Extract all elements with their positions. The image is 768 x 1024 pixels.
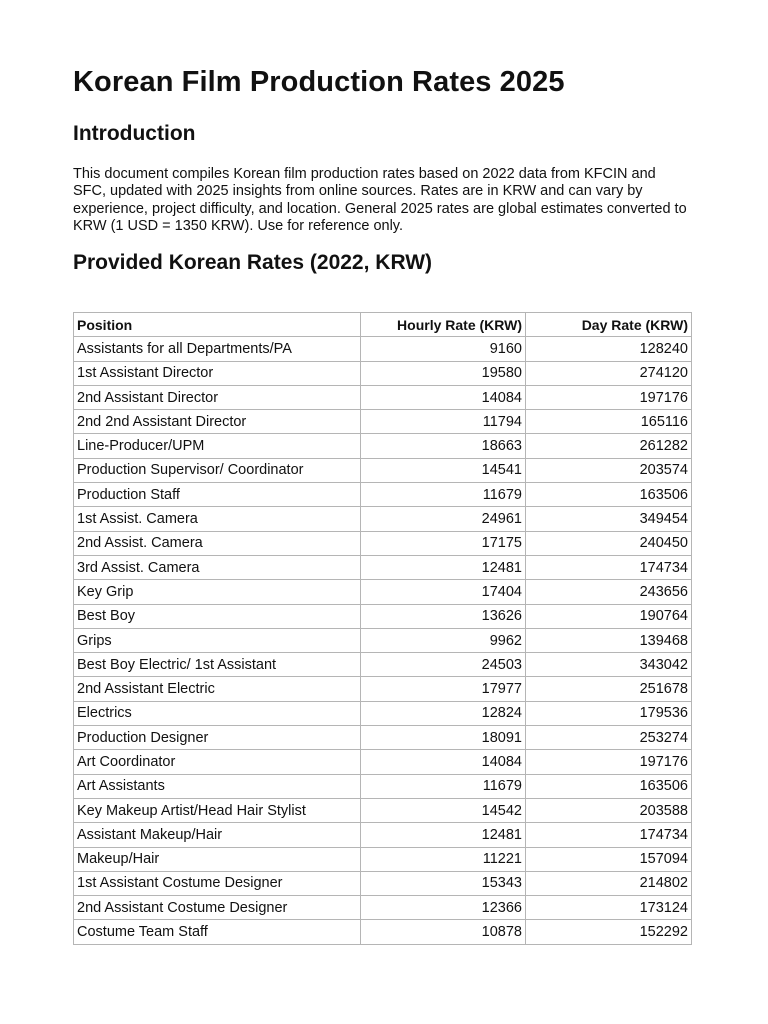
position-cell: 1st Assistant Costume Designer bbox=[74, 871, 361, 895]
table-row bbox=[74, 847, 692, 871]
day-rate-cell: 152292 bbox=[526, 920, 692, 944]
position-cell: Assistants for all Departments/PA bbox=[74, 337, 361, 361]
position-cell: Line-Producer/UPM bbox=[74, 434, 361, 458]
table-row bbox=[74, 458, 692, 482]
table-row bbox=[74, 677, 692, 701]
hourly-rate-cell: 12481 bbox=[361, 823, 526, 847]
day-rate-cell: 203588 bbox=[526, 798, 692, 822]
day-rate-cell: 240450 bbox=[526, 531, 692, 555]
hourly-rate-cell: 12481 bbox=[361, 555, 526, 579]
hourly-rate-cell: 15343 bbox=[361, 871, 526, 895]
position-cell: 1st Assistant Director bbox=[74, 361, 361, 385]
table-row bbox=[74, 555, 692, 579]
day-rate-cell: 251678 bbox=[526, 677, 692, 701]
hourly-rate-cell: 11794 bbox=[361, 410, 526, 434]
position-cell: Best Boy Electric/ 1st Assistant bbox=[74, 653, 361, 677]
day-rate-cell: 197176 bbox=[526, 385, 692, 409]
position-cell: Art Assistants bbox=[74, 774, 361, 798]
hourly-rate-cell: 24503 bbox=[361, 653, 526, 677]
hourly-rate-cell: 13626 bbox=[361, 604, 526, 628]
hourly-rate-cell: 12366 bbox=[361, 896, 526, 920]
table-row bbox=[74, 871, 692, 895]
column-header-day-rate: Day Rate (KRW) bbox=[526, 313, 692, 337]
position-cell: Grips bbox=[74, 628, 361, 652]
column-header-hourly-rate: Hourly Rate (KRW) bbox=[361, 313, 526, 337]
day-rate-cell: 343042 bbox=[526, 653, 692, 677]
day-rate-cell: 190764 bbox=[526, 604, 692, 628]
hourly-rate-cell: 18663 bbox=[361, 434, 526, 458]
day-rate-cell: 157094 bbox=[526, 847, 692, 871]
day-rate-cell: 163506 bbox=[526, 774, 692, 798]
position-cell: 2nd Assistant Electric bbox=[74, 677, 361, 701]
day-rate-cell: 261282 bbox=[526, 434, 692, 458]
hourly-rate-cell: 17175 bbox=[361, 531, 526, 555]
hourly-rate-cell: 11679 bbox=[361, 483, 526, 507]
table-row bbox=[74, 750, 692, 774]
table-row bbox=[74, 604, 692, 628]
table-row bbox=[74, 896, 692, 920]
hourly-rate-cell: 9160 bbox=[361, 337, 526, 361]
hourly-rate-cell: 17404 bbox=[361, 580, 526, 604]
introduction-paragraph: This document compiles Korean film production rates based on 2022 data from KFCIN and SFC, updated with 2025 insights from online sources. Rates are in KRW and can vary by experience, project difficulty, and location. General 2025 rates are global estimates converted to KRW (1 USD = 1350 KRW). Use for reference only. bbox=[73, 166, 687, 234]
day-rate-cell: 165116 bbox=[526, 410, 692, 434]
hourly-rate-cell: 24961 bbox=[361, 507, 526, 531]
rates-section-heading: Provided Korean Rates (2022, KRW) bbox=[73, 251, 433, 274]
table-row bbox=[74, 531, 692, 555]
position-cell: Key Grip bbox=[74, 580, 361, 604]
table-row bbox=[74, 920, 692, 944]
hourly-rate-cell: 11679 bbox=[361, 774, 526, 798]
position-cell: Best Boy bbox=[74, 604, 361, 628]
table-row bbox=[74, 337, 692, 361]
table-row bbox=[74, 507, 692, 531]
day-rate-cell: 349454 bbox=[526, 507, 692, 531]
day-rate-cell: 274120 bbox=[526, 361, 692, 385]
introduction-heading: Introduction bbox=[73, 122, 196, 145]
position-cell: Costume Team Staff bbox=[74, 920, 361, 944]
table-row bbox=[74, 701, 692, 725]
table-row bbox=[74, 410, 692, 434]
day-rate-cell: 253274 bbox=[526, 726, 692, 750]
hourly-rate-cell: 19580 bbox=[361, 361, 526, 385]
position-cell: 2nd Assistant Director bbox=[74, 385, 361, 409]
position-cell: Makeup/Hair bbox=[74, 847, 361, 871]
day-rate-cell: 128240 bbox=[526, 337, 692, 361]
table-row bbox=[74, 434, 692, 458]
table-row bbox=[74, 798, 692, 822]
table-row bbox=[74, 823, 692, 847]
day-rate-cell: 174734 bbox=[526, 823, 692, 847]
day-rate-cell: 197176 bbox=[526, 750, 692, 774]
hourly-rate-cell: 11221 bbox=[361, 847, 526, 871]
position-cell: Production Designer bbox=[74, 726, 361, 750]
table-row bbox=[74, 483, 692, 507]
position-cell: Art Coordinator bbox=[74, 750, 361, 774]
day-rate-cell: 203574 bbox=[526, 458, 692, 482]
column-header-position: Position bbox=[74, 313, 361, 337]
hourly-rate-cell: 14084 bbox=[361, 385, 526, 409]
hourly-rate-cell: 17977 bbox=[361, 677, 526, 701]
position-cell: Production Staff bbox=[74, 483, 361, 507]
day-rate-cell: 214802 bbox=[526, 871, 692, 895]
day-rate-cell: 179536 bbox=[526, 701, 692, 725]
rates-table-body bbox=[74, 337, 692, 944]
position-cell: 2nd Assistant Costume Designer bbox=[74, 896, 361, 920]
hourly-rate-cell: 14084 bbox=[361, 750, 526, 774]
table-row bbox=[74, 385, 692, 409]
table-row bbox=[74, 361, 692, 385]
day-rate-cell: 243656 bbox=[526, 580, 692, 604]
document-title: Korean Film Production Rates 2025 bbox=[73, 66, 565, 98]
hourly-rate-cell: 14541 bbox=[361, 458, 526, 482]
hourly-rate-cell: 9962 bbox=[361, 628, 526, 652]
position-cell: 1st Assist. Camera bbox=[74, 507, 361, 531]
hourly-rate-cell: 12824 bbox=[361, 701, 526, 725]
table-header-row bbox=[74, 313, 692, 337]
position-cell: Production Supervisor/ Coordinator bbox=[74, 458, 361, 482]
position-cell: 2nd 2nd Assistant Director bbox=[74, 410, 361, 434]
day-rate-cell: 139468 bbox=[526, 628, 692, 652]
rates-table bbox=[73, 312, 692, 945]
day-rate-cell: 163506 bbox=[526, 483, 692, 507]
day-rate-cell: 174734 bbox=[526, 555, 692, 579]
day-rate-cell: 173124 bbox=[526, 896, 692, 920]
position-cell: Electrics bbox=[74, 701, 361, 725]
table-row bbox=[74, 653, 692, 677]
position-cell: 3rd Assist. Camera bbox=[74, 555, 361, 579]
table-row bbox=[74, 774, 692, 798]
table-row bbox=[74, 726, 692, 750]
hourly-rate-cell: 14542 bbox=[361, 798, 526, 822]
position-cell: 2nd Assist. Camera bbox=[74, 531, 361, 555]
hourly-rate-cell: 10878 bbox=[361, 920, 526, 944]
table-row bbox=[74, 628, 692, 652]
position-cell: Key Makeup Artist/Head Hair Stylist bbox=[74, 798, 361, 822]
hourly-rate-cell: 18091 bbox=[361, 726, 526, 750]
table-row bbox=[74, 580, 692, 604]
position-cell: Assistant Makeup/Hair bbox=[74, 823, 361, 847]
